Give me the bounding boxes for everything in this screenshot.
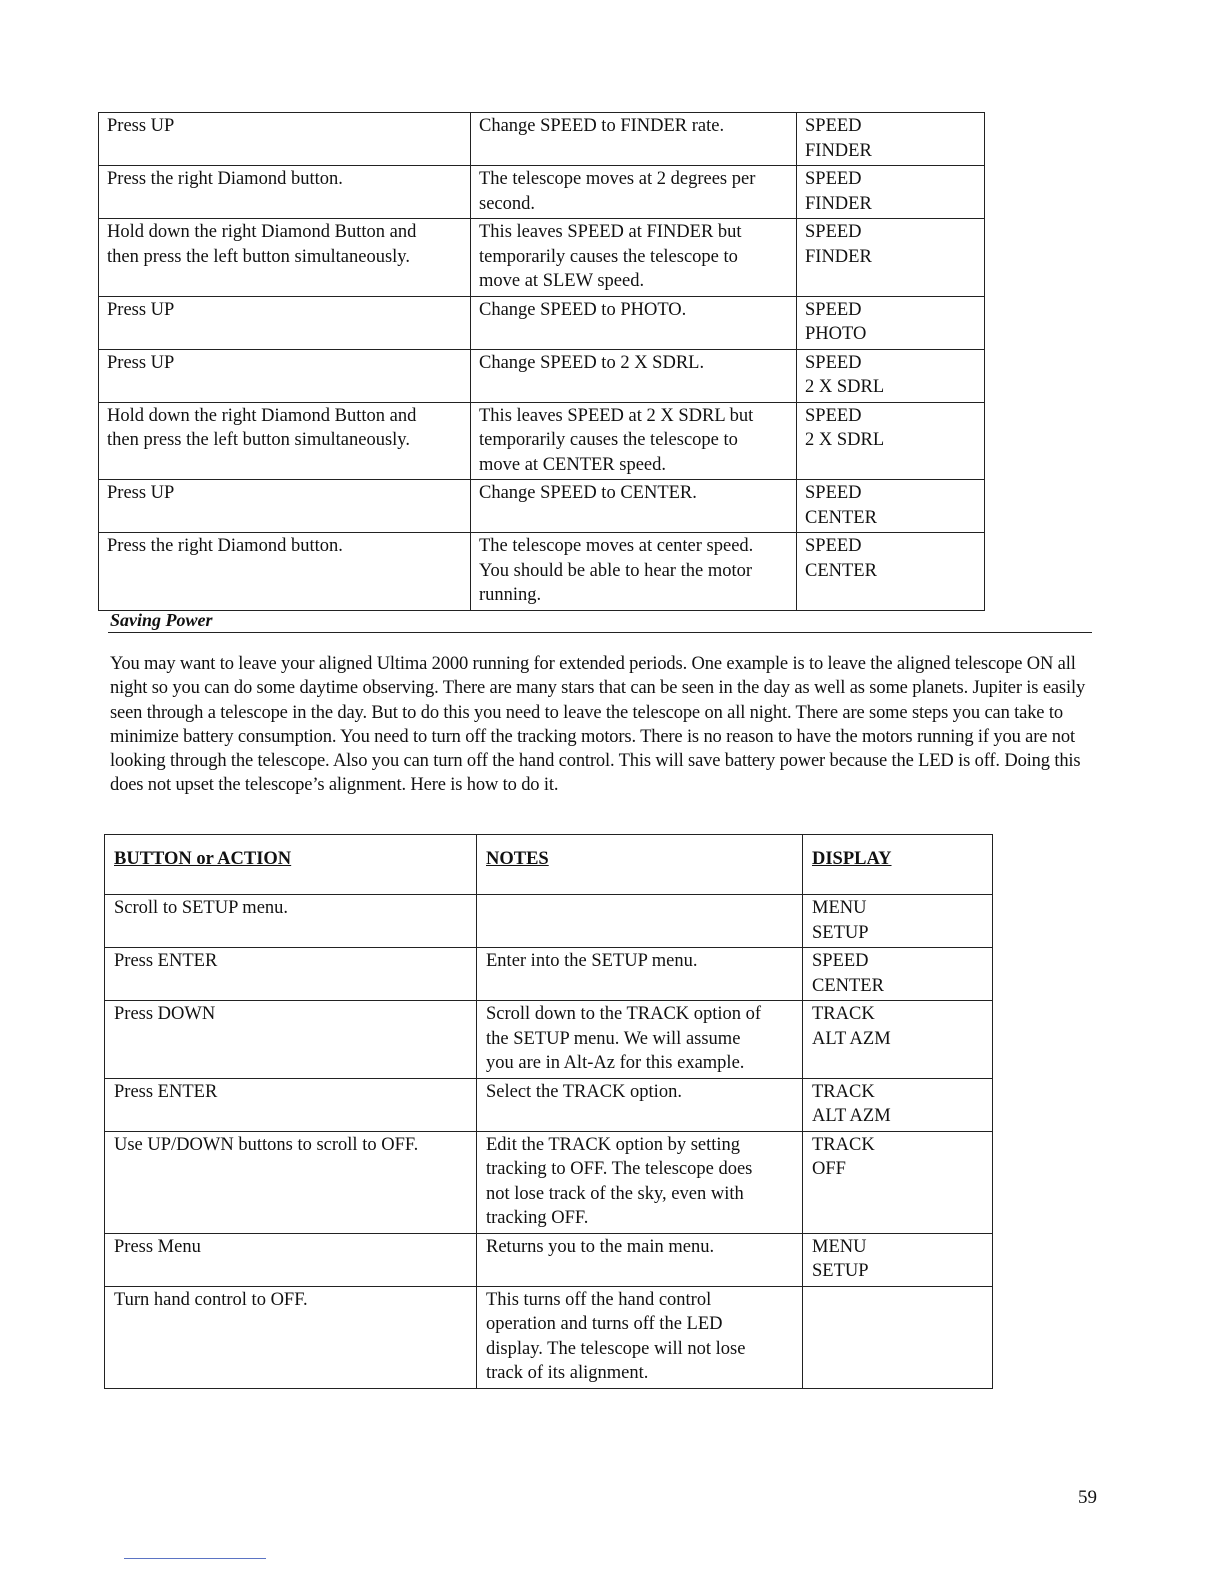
section-divider [108,632,1092,633]
table-header-row [105,835,993,895]
body-paragraph: You may want to leave your aligned Ultima 2000 running for extended periods. One example is to leave the aligned telescope ON all night so you can do some daytime observing. There are many stars that can be seen in the day as well as some planets. Jupiter is easily seen through a telescope in the day. But to do this you need to leave the telescope on all night. There are some steps you can take to minimize battery consumption. You need to turn off the tracking motors. There is no reason to have the motors running if you are not looking through the telescope. Also you can turn off the hand control. This will save battery power because the LED is off. Doing this does not upset the telescope’s alignment. Here is how to do it. [110,654,1086,796]
column-header-notes: NOTES [477,835,803,895]
display-cell: SPEED FINDER [797,219,985,297]
table-row [99,113,985,166]
table-row [99,533,985,611]
notes-cell: This turns off the hand control operation and turns off the LED display. The telescope will not lose track of its alignment. [477,1286,803,1388]
table-row [105,1131,993,1233]
display-cell: SPEED CENTER [803,948,993,1001]
table-row [99,480,985,533]
section-title: Saving Power [110,610,213,630]
notes-cell: This leaves SPEED at FINDER but temporarily causes the telescope to move at SLEW speed. [471,219,797,297]
speed-table [98,112,985,611]
table-row [105,1001,993,1079]
notes-cell: Change SPEED to CENTER. [471,480,797,533]
notes-cell: The telescope moves at center speed. You should be able to hear the motor running. [471,533,797,611]
action-cell: Press the right Diamond button. [99,166,471,219]
footer-divider [124,1558,266,1559]
table-row [105,1078,993,1131]
display-cell: SPEED FINDER [797,113,985,166]
display-cell: MENU SETUP [803,895,993,948]
display-cell: TRACK ALT AZM [803,1078,993,1131]
display-cell: SPEED FINDER [797,166,985,219]
action-cell: Press UP [99,113,471,166]
display-cell: SPEED 2 X SDRL [797,402,985,480]
notes-cell: Returns you to the main menu. [477,1233,803,1286]
table-row [99,219,985,297]
table-row [99,402,985,480]
action-cell: Press ENTER [105,948,477,1001]
action-cell: Press the right Diamond button. [99,533,471,611]
table-row [99,296,985,349]
column-header-display: DISPLAY [803,835,993,895]
notes-cell: The telescope moves at 2 degrees per second. [471,166,797,219]
notes-cell: Change SPEED to 2 X SDRL. [471,349,797,402]
display-cell: SPEED CENTER [797,480,985,533]
display-cell: TRACK OFF [803,1131,993,1233]
saving-power-table [104,834,993,1389]
action-cell: Press ENTER [105,1078,477,1131]
action-cell: Hold down the right Diamond Button and then press the left button simultaneously. [99,402,471,480]
table-row [105,1233,993,1286]
display-cell: SPEED 2 X SDRL [797,349,985,402]
display-cell: MENU SETUP [803,1233,993,1286]
notes-cell: Enter into the SETUP menu. [477,948,803,1001]
display-cell: SPEED CENTER [797,533,985,611]
display-cell: TRACK ALT AZM [803,1001,993,1079]
action-cell: Scroll to SETUP menu. [105,895,477,948]
table-row [99,166,985,219]
display-cell [803,1286,993,1388]
notes-cell: Change SPEED to FINDER rate. [471,113,797,166]
notes-cell: Edit the TRACK option by setting tracking to OFF. The telescope does not lose track of the sky, even with tracking OFF. [477,1131,803,1233]
page-number: 59 [1078,1487,1097,1508]
table-row [105,1286,993,1388]
notes-cell: Select the TRACK option. [477,1078,803,1131]
action-cell: Hold down the right Diamond Button and then press the left button simultaneously. [99,219,471,297]
table-row [99,349,985,402]
action-cell: Press UP [99,296,471,349]
action-cell: Use UP/DOWN buttons to scroll to OFF. [105,1131,477,1233]
action-cell: Press DOWN [105,1001,477,1079]
table-row [105,895,993,948]
notes-cell: This leaves SPEED at 2 X SDRL but temporarily causes the telescope to move at CENTER speed. [471,402,797,480]
action-cell: Press UP [99,349,471,402]
notes-cell: Scroll down to the TRACK option of the SETUP menu. We will assume you are in Alt-Az for this example. [477,1001,803,1079]
action-cell: Turn hand control to OFF. [105,1286,477,1388]
notes-cell: Change SPEED to PHOTO. [471,296,797,349]
display-cell: SPEED PHOTO [797,296,985,349]
column-header-action: BUTTON or ACTION [105,835,477,895]
notes-cell [477,895,803,948]
table-row [105,948,993,1001]
action-cell: Press UP [99,480,471,533]
action-cell: Press Menu [105,1233,477,1286]
